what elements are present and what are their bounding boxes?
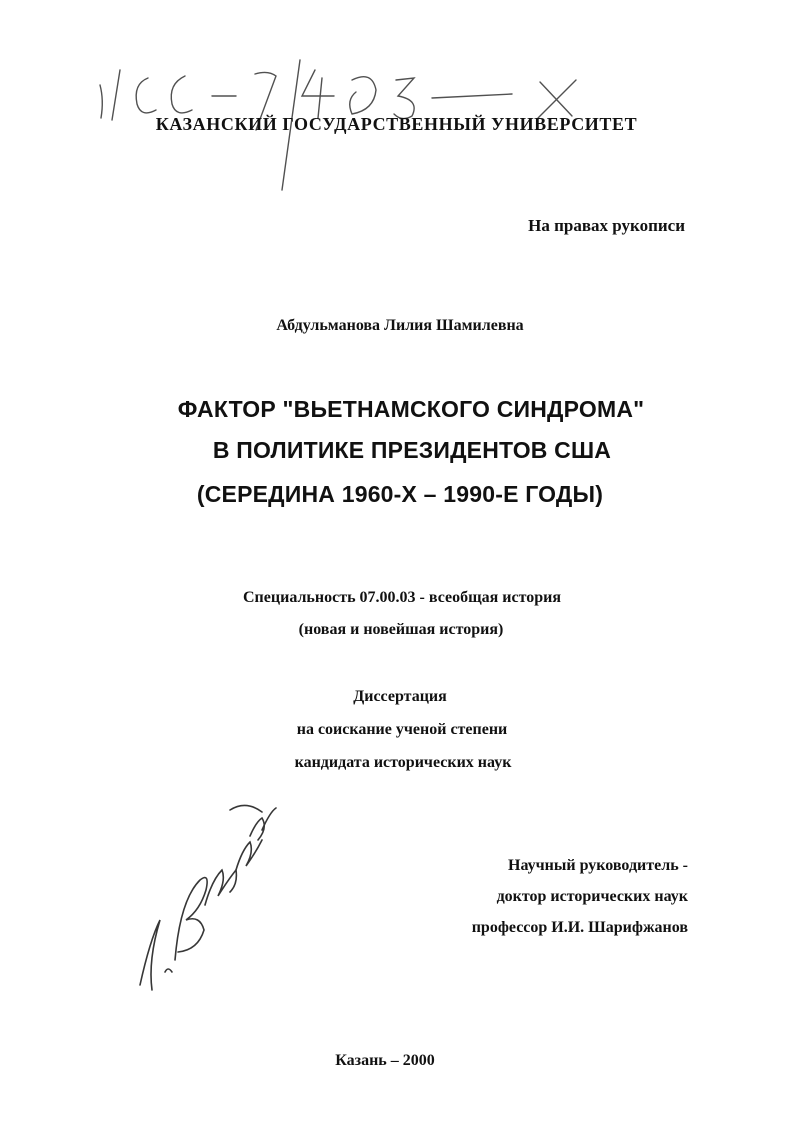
supervisor-line-2: доктор исторических наук (496, 888, 688, 905)
dissertation-line-1: Диссертация (353, 688, 447, 705)
rights-note: На правах рукописи (528, 216, 685, 235)
dissertation-line-3: кандидата исторических наук (294, 754, 512, 771)
supervisor-line-1: Научный руководитель - (508, 857, 688, 874)
title-line-1: ФАКТОР "ВЬЕТНАМСКОГО СИНДРОМА" (177, 396, 645, 422)
specialty-line-2: (новая и новейшая история) (298, 621, 504, 638)
handwritten-signature (140, 805, 276, 990)
author-name: Абдульманова Лилия Шамилевна (276, 317, 524, 334)
title-line-2: В ПОЛИТИКЕ ПРЕЗИДЕНТОВ США (212, 437, 612, 463)
specialty-line-1: Специальность 07.00.03 - всеобщая история (243, 589, 561, 606)
supervisor-line-3: профессор И.И. Шарифжанов (471, 919, 688, 936)
title-line-3: (СЕРЕДИНА 1960-Х – 1990-Е ГОДЫ) (196, 481, 604, 507)
university-name: КАЗАНСКИЙ ГОСУДАРСТВЕННЫЙ УНИВЕРСИТЕТ (155, 114, 638, 134)
dissertation-line-2: на соискание ученой степени (296, 721, 508, 738)
city-year: Казань – 2000 (335, 1052, 435, 1069)
